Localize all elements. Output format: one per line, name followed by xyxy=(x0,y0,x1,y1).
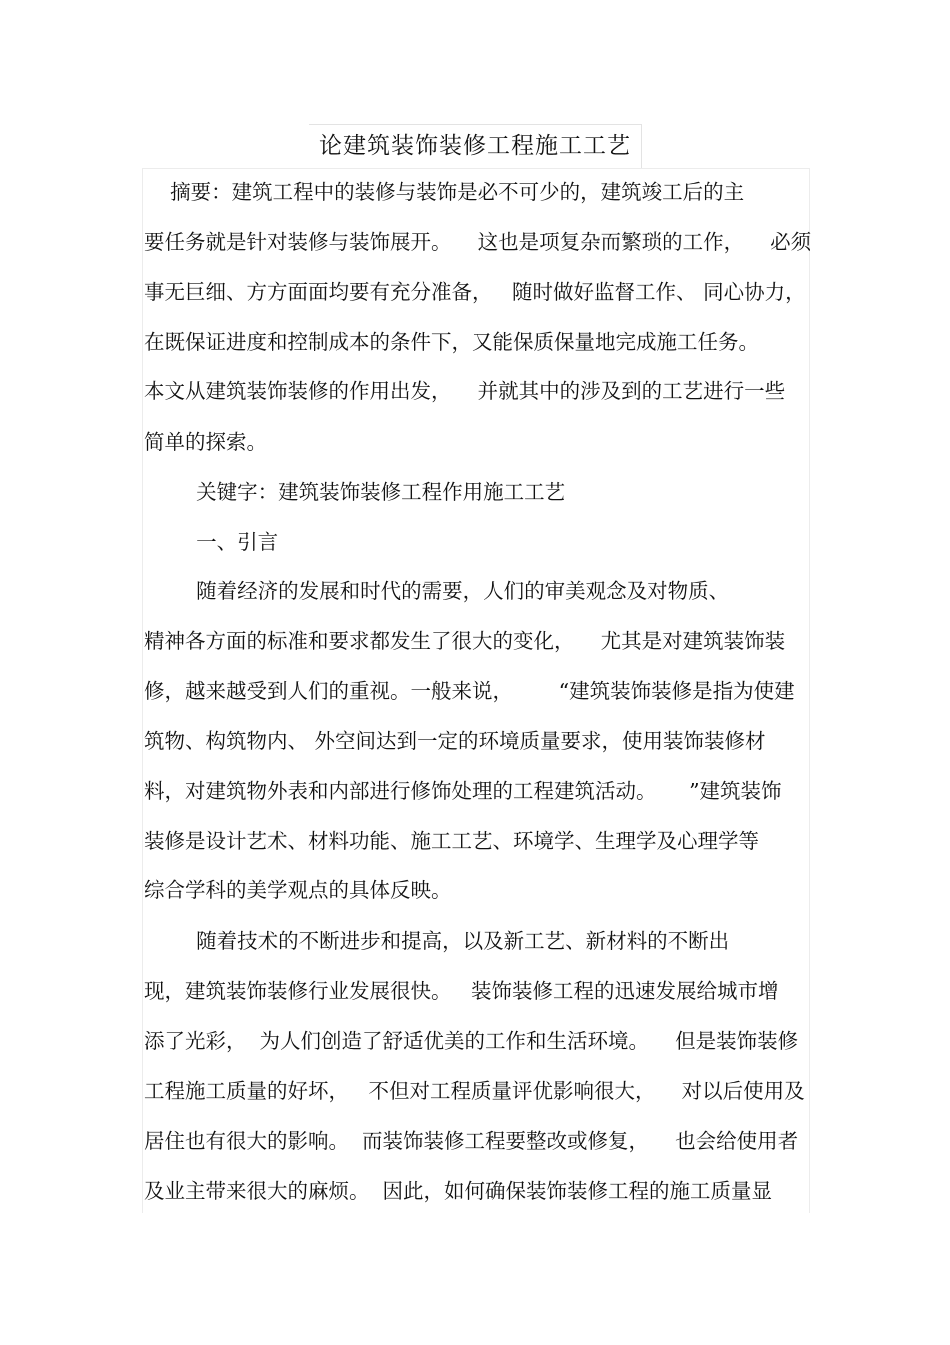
paragraph-line: 及业主带来很大的麻烦。 因此，如何确保装饰装修工程的施工质量显 xyxy=(144,1179,773,1203)
paragraph-line: 随着技术的不断进步和提高，以及新工艺、新材料的不断出 xyxy=(144,929,730,953)
paragraph-line: 筑物、构筑物内、 外空间达到一定的环境质量要求，使用装饰装修材 xyxy=(144,729,766,753)
paragraph-line: 工程施工质量的好坏， 不但对工程质量评优影响很大， 对以后使用及 xyxy=(144,1079,805,1103)
paragraph-line: 料，对建筑物外表和内部进行修饰处理的工程建筑活动。 ”建筑装饰 xyxy=(144,779,782,803)
keywords-line: 关键字：建筑装饰装修工程作用施工工艺 xyxy=(144,480,566,504)
paragraph-line: 添了光彩， 为人们创造了舒适优美的工作和生活环境。 但是装饰装修 xyxy=(144,1029,799,1053)
paragraph-line: 精神各方面的标准和要求都发生了很大的变化， 尤其是对建筑装饰装 xyxy=(144,629,786,653)
abstract-line-6: 简单的探索。 xyxy=(144,430,267,454)
abstract-line-2: 要任务就是针对装修与装饰展开。 这也是项复杂而繁琐的工作， 必须 xyxy=(144,230,812,254)
abstract-line-4: 在既保证进度和控制成本的条件下，又能保质保量地完成施工任务。 xyxy=(144,330,759,354)
paragraph-line: 现，建筑装饰装修行业发展很快。 装饰装修工程的迅速发展给城市增 xyxy=(144,979,779,1003)
section-heading-intro: 一、引言 xyxy=(144,530,279,554)
paragraph-line: 修，越来越受到人们的重视。一般来说， “建筑装饰装修是指为使建 xyxy=(144,679,795,703)
paragraph-line: 居住也有很大的影响。 而装饰装修工程要整改或修复， 也会给使用者 xyxy=(144,1129,799,1153)
abstract-line-1: 摘要：建筑工程中的装修与装饰是必不可少的，建筑竣工后的主 xyxy=(144,180,745,204)
paragraph-line: 综合学科的美学观点的具体反映。 xyxy=(144,878,452,902)
abstract-line-3: 事无巨细、方方面面均要有充分准备， 随时做好监督工作、 同心协力， xyxy=(144,280,806,304)
paragraph-line: 随着经济的发展和时代的需要，人们的审美观念及对物质、 xyxy=(144,579,730,603)
paragraph-line: 装修是设计艺术、材料功能、施工工艺、环境学、生理学及心理学等 xyxy=(144,829,759,853)
document-title: 论建筑装饰装修工程施工工艺 xyxy=(319,133,631,159)
abstract-line-5: 本文从建筑装饰装修的作用出发， 并就其中的涉及到的工艺进行一些 xyxy=(144,379,786,403)
